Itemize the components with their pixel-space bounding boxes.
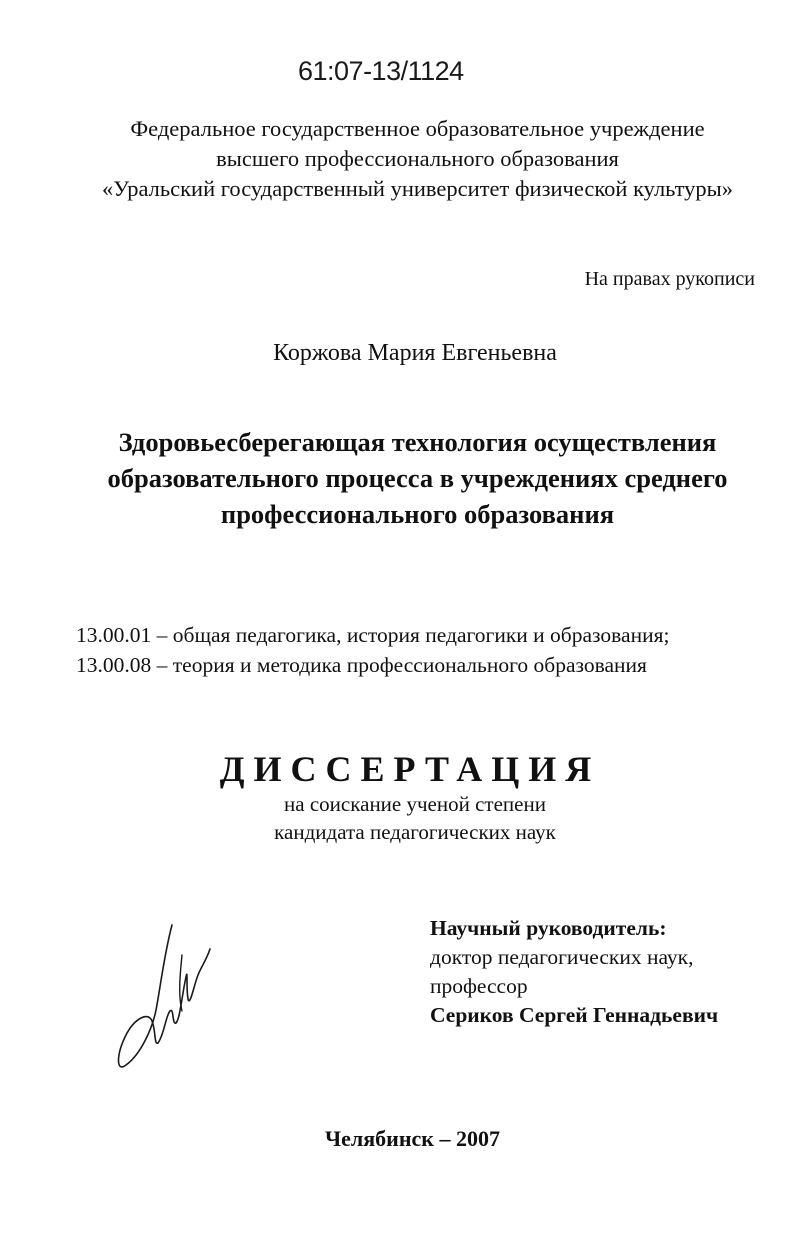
institution-line-3: «Уральский государственный университет физической культуры» (102, 176, 733, 201)
institution-line-1: Федеральное государственное образовательное учреждение (130, 116, 705, 141)
degree-line-2: кандидата педагогических наук (274, 820, 556, 844)
catalog-code: 61:07-13/1124 (298, 56, 464, 86)
degree-block (0, 790, 795, 846)
specialty-item: 13.00.01 – общая педагогика, история педагогики и образования; (76, 623, 670, 647)
rights-note: На правах рукописи (584, 268, 755, 290)
specialties-list (76, 620, 669, 680)
supervisor-degree: доктор педагогических наук, (430, 945, 694, 969)
supervisor-name: Сериков Сергей Геннадьевич (430, 1003, 719, 1027)
institution-line-2: высшего профессионального образования (216, 146, 619, 171)
institution-block (60, 114, 775, 204)
dissertation-heading: ДИССЕРТАЦИЯ (219, 749, 601, 789)
specialty-item: 13.00.08 – теория и методика профессионального образования (76, 653, 647, 677)
author-name: Коржова Мария Евгеньевна (273, 340, 557, 366)
degree-line-1: на соискание ученой степени (284, 792, 546, 816)
dissertation-title (40, 424, 795, 532)
supervisor-label: Научный руководитель: (430, 916, 667, 940)
title-line-3: профессионального образования (220, 499, 615, 529)
supervisor-block (430, 914, 718, 1030)
title-line-2: образовательного процесса в учреждениях среднего (107, 463, 728, 493)
title-line-1: Здоровьесберегающая технология осуществления (118, 427, 717, 457)
supervisor-rank: профессор (430, 974, 528, 998)
city-year: Челябинск – 2007 (325, 1126, 500, 1151)
handwritten-signature (112, 915, 222, 1080)
